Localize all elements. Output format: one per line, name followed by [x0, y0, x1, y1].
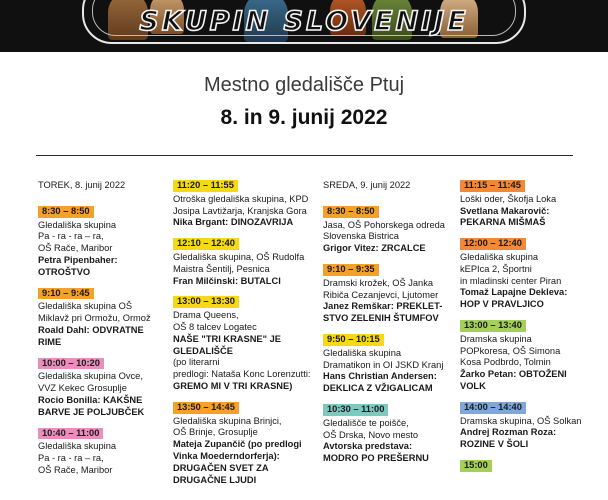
program-event — [173, 296, 311, 392]
event-group-line: OŠ 8 talcev Logatec — [173, 321, 257, 332]
program-event — [38, 358, 164, 419]
event-group-line: Loški oder, Škofja Loka — [460, 193, 557, 204]
program-event — [460, 180, 578, 229]
event-title-line: STVO ZELENIH ŠTUMFOV — [323, 313, 439, 324]
event-title-line: Roald Dahl: ODVRATNE — [38, 324, 144, 335]
event-group-line: Maistra Šentilj, Pesnica — [173, 263, 270, 274]
time-badge: 8:30 – 8:50 — [323, 206, 379, 218]
event-group-line: Gledališka skupina, OŠ Rudolfa — [173, 251, 305, 262]
event-title-line: DRUGAČNE LJUDI — [173, 474, 257, 485]
event-title-line: RIME — [38, 336, 62, 347]
event-group-line: Gledališka skupina OŠ — [38, 301, 133, 312]
time-badge: 10:30 – 11:00 — [323, 404, 388, 416]
event-group-line: Josipa Lavtižarja, Kranjska Gora — [173, 205, 307, 216]
time-badge: 13:00 – 13:40 — [460, 320, 526, 332]
event-group-line: VVZ Kekec Grosuplje — [38, 383, 127, 394]
program-event — [460, 238, 578, 311]
program-event — [38, 206, 164, 279]
program-event — [460, 320, 578, 393]
event-title-line: Avtorska predstava: — [323, 441, 413, 452]
event-title-line: Žarko Petan: OBTOŽENI — [460, 369, 567, 380]
time-badge: 9:10 – 9:35 — [323, 264, 379, 276]
event-group-line: Gledališka skupina — [323, 347, 402, 358]
time-badge: 9:10 – 9:45 — [38, 288, 94, 300]
event-title-line: Andrej Rozman Roza: — [460, 427, 557, 438]
event-group-line: POPkoresa, OŠ Simona — [460, 345, 561, 356]
event-group-line: Gledališče te poišče, — [323, 417, 409, 428]
event-group-line: Gledališka skupina Brinjci, — [173, 415, 282, 426]
event-group-line: Kosa Podbrdo, Tolmin — [460, 357, 551, 368]
event-title-line: Tomaž Lapajne Dekleva: — [460, 287, 568, 298]
event-group-line: predlogi: Nataša Konc Lorenzutti: — [173, 369, 311, 380]
event-group-line: Ribiča Cezanjevci, Ljutomer — [323, 289, 439, 300]
event-group-line: Gledališka skupina — [460, 251, 539, 262]
event-title-line: DRUGAČEN SVET ZA — [173, 462, 269, 473]
program-column-1 — [38, 180, 164, 486]
time-badge: 13:50 – 14:45 — [173, 402, 239, 414]
event-group-line: kEPIca 2, Športni — [460, 263, 532, 274]
time-badge: 11:15 – 11:45 — [460, 180, 525, 192]
event-group-line: Dramska skupina — [460, 333, 532, 344]
event-group-line: Otroška gledališka skupina, KPD — [173, 193, 309, 204]
time-badge: 13:00 – 13:30 — [173, 296, 239, 308]
program-event — [323, 404, 451, 465]
event-group-line: OŠ Brinje, Grosuplje — [173, 427, 258, 438]
time-badge: 12:10 – 12:40 — [173, 238, 239, 250]
event-group-line: Gledališka skupina — [38, 441, 117, 452]
event-group-line: OŠ Rače, Maribor — [38, 464, 113, 475]
program-column-2 — [173, 180, 311, 495]
time-badge: 14:00 – 14:40 — [460, 402, 526, 414]
event-group-line: Slovenska Bistrica — [323, 231, 399, 242]
event-title-line: DEKLICA Z VŽIGALICAM — [323, 383, 433, 394]
event-group-line: Dramska skupina, OŠ Solkan — [460, 415, 582, 426]
event-group-line: Pa - ra - ra – ra, — [38, 453, 104, 464]
event-group-line: Dramatikon in OI JSKD Kranj — [323, 359, 444, 370]
event-group-line: OŠ Drska, Novo mesto — [323, 429, 419, 440]
day-heading: TOREK, 8. junij 2022 — [38, 180, 126, 190]
venue-title: Mestno gledališče Ptuj — [203, 74, 405, 96]
program-event — [323, 264, 451, 325]
event-group-line: Gledališka skupina Ovce, — [38, 371, 143, 382]
event-title-line: Vinka Moederndorferja): — [173, 450, 280, 461]
divider — [36, 155, 573, 156]
festival-dates: 8. in 9. junij 2022 — [220, 106, 388, 129]
time-badge: 11:20 – 11:55 — [173, 180, 238, 192]
time-badge: 12:00 – 12:40 — [460, 238, 526, 250]
event-title-line: Hans Christian Andersen: — [323, 371, 437, 382]
event-title-line: Fran Milčinski: BUTALCI — [173, 275, 281, 286]
banner-title: SKUPIN SLOVENIJE — [139, 6, 469, 37]
event-title-line: NAŠE "TRI KRASNE" JE — [173, 333, 281, 344]
program-column-3 — [323, 180, 451, 474]
program-event — [460, 460, 578, 474]
event-title-line: Janez Remškar: PREKLET- — [323, 301, 443, 312]
event-group-line: in mladinski center Piran — [460, 275, 562, 286]
event-title-line: HOP V PRAVLJICO — [460, 299, 544, 310]
program-event — [38, 428, 164, 477]
program-event — [323, 334, 451, 395]
event-group-line: Jasa, OŠ Pohorskega odreda — [323, 219, 445, 230]
program-event — [323, 206, 451, 255]
event-title-line: GREMO MI V TRI KRASNE) — [173, 380, 293, 391]
header-banner — [0, 0, 608, 52]
time-badge: 10:00 – 10:20 — [38, 358, 104, 370]
event-group-line: Pa - ra - ra – ra, — [38, 231, 104, 242]
event-title-line: Nika Brgant: DINOZAVRIJA — [173, 217, 294, 228]
time-badge: 8:30 – 8:50 — [38, 206, 94, 218]
event-title-line: Mateja Zupančič (po predlogi — [173, 439, 302, 450]
event-title-line: PEKARNA MIŠMAŠ — [460, 217, 546, 228]
event-group-line: OŠ Rače, Maribor — [38, 243, 113, 254]
program-event — [173, 238, 303, 287]
event-group-line: Gledališka skupina — [38, 219, 117, 230]
time-badge: 15:00 — [460, 460, 492, 472]
event-title-line: Svetlana Makarovič: — [460, 205, 550, 216]
event-group-line: Miklavž pri Ormožu, Ormož — [38, 313, 151, 324]
event-title-line: OTROŠTVO — [38, 266, 91, 277]
event-group-line: Drama Queens, — [173, 310, 239, 321]
program-event — [38, 288, 164, 349]
time-badge: 9:50 – 10:15 — [323, 334, 384, 346]
day-heading: SREDA, 9. junij 2022 — [323, 180, 411, 190]
event-title-line: GLEDALIŠČE — [173, 345, 233, 356]
event-title-line: VOLK — [460, 380, 486, 391]
program-event — [173, 402, 303, 487]
time-badge: 10:40 – 11:00 — [38, 428, 103, 440]
event-group-line: (po literarni — [173, 357, 220, 368]
event-title-line: Rocio Bonilla: KAKŠNE — [38, 394, 143, 405]
program-column-4 — [460, 180, 582, 483]
program-event — [173, 180, 309, 229]
event-title-line: MODRO PO PREŠERNU — [323, 453, 429, 464]
event-group-line: Dramski krožek, OŠ Janka — [323, 277, 434, 288]
event-title-line: Grigor Vitez: ZRCALCE — [323, 243, 426, 254]
event-title-line: ROZINE V ŠOLI — [460, 439, 529, 450]
event-title-line: BARVE JE POLJUBČEK — [38, 406, 145, 417]
event-title-line: Petra Pipenbaher: — [38, 254, 118, 265]
program-event — [460, 401, 582, 451]
